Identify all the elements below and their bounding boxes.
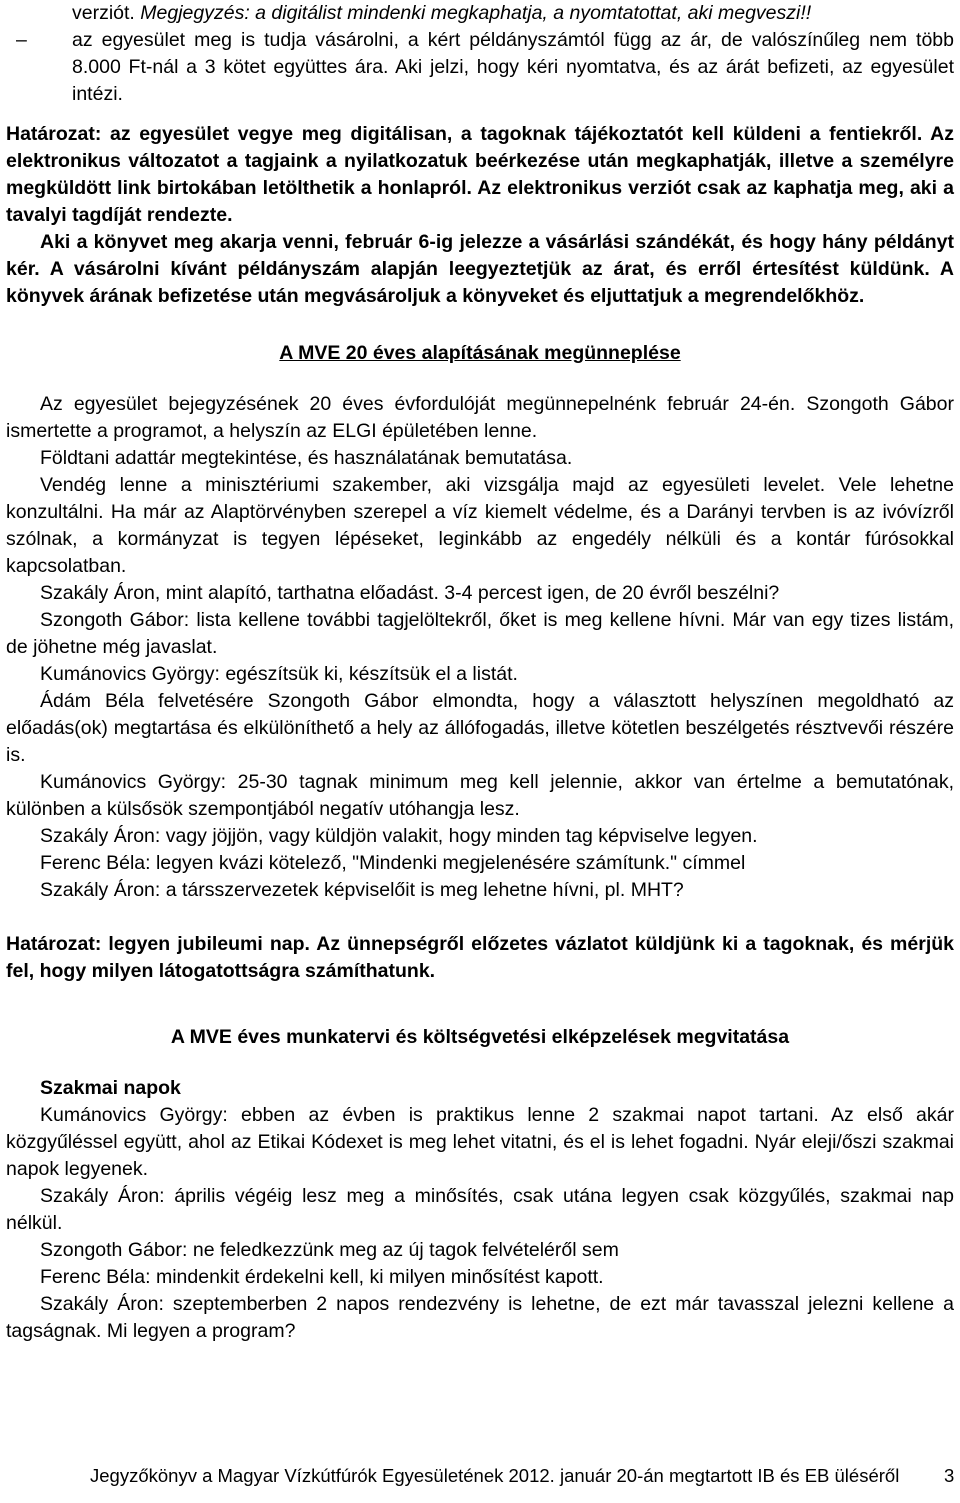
footer-text: Jegyzőkönyv a Magyar Vízkútfúrók Egyesületének 2012. január 20-án megtartott IB és EB üléséről [90, 1465, 900, 1486]
body-paragraph: Szakály Áron, mint alapító, tarthatna előadást. 3-4 percest igen, de 20 évről beszélni? [40, 582, 780, 604]
section-title: A MVE 20 éves alapításának megünneplése [279, 342, 681, 364]
body-paragraph: Az egyesület bejegyzésének 20 éves évfordulóját megünnepelnénk február 24-én. Szongoth Gábor ismertette a programot, a helyszín az ELGI épületében lenne. [6, 393, 954, 442]
body-paragraph: Kumánovics György: ebben az évben is praktikus lenne 2 szakmai napot tartani. Az első akár közgyűléssel együtt, ahol az Etikai Kódexet is meg lehet vitatni, és el is lehet fogadni. Nyár eleji/őszi szakmai napok legyenek. [6, 1104, 954, 1180]
body-paragraph: Szakály Áron: vagy jöjjön, vagy küldjön valakit, hogy minden tag képviselve legyen. [40, 825, 758, 847]
list-item [6, 27, 954, 108]
page-number: 3 [944, 1465, 955, 1486]
body-paragraph: Ferenc Béla: legyen kvázi kötelező, "Mindenki megjelenésére számítunk." címmel [40, 852, 746, 874]
body-paragraph: Szakály Áron: a társszervezetek képviselőit is meg lehetne hívni, pl. MHT? [40, 879, 684, 901]
body-paragraph: Szakály Áron: április végéig lesz meg a minősítés, csak utána legyen csak közgyűlés, szakmai nap nélkül. [6, 1185, 954, 1234]
subsection-title: Szakmai napok [40, 1077, 181, 1099]
list-item-text: az egyesület meg is tudja vásárolni, a kért példányszámtól függ az ár, de valószínűleg nem több 8.000 Ft-nál a 3 kötet együttes ára. Aki jelzi, hogy kéri nyomtatva, és az árát befizeti, az egyesület intézi. [72, 29, 954, 105]
body-paragraph: Szakály Áron: szeptemberben 2 napos rendezvény is lehetne, de ezt már tavasszal jelezni kellene a tagságnak. Mi legyen a program? [6, 1293, 954, 1342]
resolution-text-2: Aki a könyvet meg akarja venni, február 6-ig jelezze a vásárlási szándékát, és hogy hány példányt kér. A vásárolni kívánt példányszám alapján leegyeztetjük az árat, és erről értesítést küldünk. A könyvek árának befizetése után megvásároljuk a könyveket és eljuttatjuk a megrendelőkhöz. [6, 231, 954, 307]
resolution-paragraph [6, 121, 954, 229]
resolution-paragraph: Határozat: legyen jubileumi nap. Az ünnepségről előzetes vázlatot küldjünk ki a tagoknak, és mérjük fel, hogy milyen látogatottságra számíthatunk. [6, 933, 954, 982]
body-paragraph: Szongoth Gábor: lista kellene további tagjelöltekről, őket is meg kellene hívni. Már van egy tizes listám, de jöhetne még javaslat. [6, 609, 954, 658]
document-page [6, 0, 954, 1345]
section-title: A MVE éves munkatervi és költségvetési elképzelések megvitatása [170, 1026, 790, 1048]
body-paragraph: Ádám Béla felvetésére Szongoth Gábor elmondta, hogy a választott helyszínen megoldható az előadás(ok) megtartása és elkülöníthető a hely az állófogadás, illetve kötetlen beszélgetés résztvevői részére is. [6, 690, 954, 766]
body-paragraph: Kumánovics György: 25-30 tagnak minimum meg kell jelennie, akkor van értelme a bemutatónak, különben a külsősök szempontjából negatív utóhangja lesz. [6, 771, 954, 820]
body-paragraph: Szongoth Gábor: ne feledkezzünk meg az új tagok felvételéről sem [40, 1239, 619, 1261]
resolution-paragraph-2 [6, 229, 954, 310]
body-paragraph: Ferenc Béla: mindenkit érdekelni kell, ki milyen minősítést kapott. [40, 1266, 604, 1288]
continued-paragraph [6, 0, 954, 27]
dash-bullet: – [16, 29, 27, 51]
body-paragraph: Vendég lenne a minisztériumi szakember, aki vizsgálja majd az egyesületi levelet. Vele lehetne konzultálni. Ha már az Alaptörvényben szerepel a víz kiemelt védelme, és a Darányi tervben is az ivóvízről szólnak, a kormányzat is tegyen lépéseket, leginkább az engedély nélküli és a kontár fúrósokkal kapcsolatban. [6, 474, 954, 577]
body-paragraph: Kumánovics György: egészítsük ki, készítsük el a listát. [40, 663, 518, 685]
continued-text: verziót. [72, 2, 141, 24]
resolution-text: Határozat: az egyesület vegye meg digitálisan, a tagoknak tájékoztatót kell küldeni a fentiekről. Az elektronikus változatot a tagjaink a nyilatkozatuk beérkezése után megkaphatják, illetve a személyre megküldött link birtokában letölthetik a honlapról. Az elektronikus verziót csak az kaphatja meg, aki a tavalyi tagdíját rendezte. [6, 123, 954, 226]
note-text: Megjegyzés: a digitálist mindenki megkaphatja, a nyomtatottat, aki megveszi!! [140, 2, 812, 24]
body-paragraph: Földtani adattár megtekintése, és használatának bemutatása. [40, 447, 573, 469]
